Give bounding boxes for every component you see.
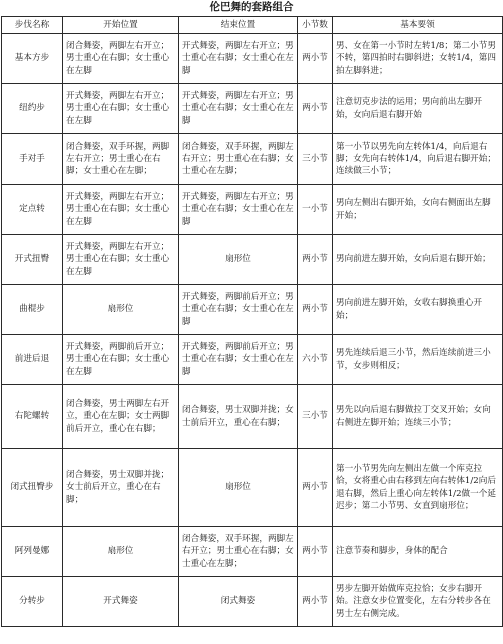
step-name: 阿列曼娜 [2, 527, 63, 577]
key-points: 男向前进左脚开始，女向后退右脚开始； [333, 235, 503, 285]
bar-count: 两小节 [298, 235, 333, 285]
start-position: 开式舞姿，两脚左右开立；男士重心在右脚；女士重心在左脚 [63, 185, 179, 235]
step-name: 曲棍步 [2, 285, 63, 335]
table-title: 伦巴舞的套路组合 [209, 1, 294, 13]
start-position: 闭合舞姿，两脚左右开立；男士重心在右脚；女士重心在左脚 [63, 34, 179, 84]
step-name: 闭式扭臀步 [2, 449, 63, 527]
end-position: 开式舞姿，两脚左右开立；男士重心在右脚；女士重心在左脚 [179, 84, 298, 134]
table-row [2, 34, 503, 84]
end-position: 闭合舞姿，双手环握，两脚左右开立；男士重心在右脚；女士重心在左脚； [179, 134, 298, 185]
end-position: 开式舞姿，两脚前后开立；男士重心在右脚；女士重心在左脚 [179, 285, 298, 335]
table-row [2, 527, 503, 577]
start-position: 开式舞姿 [63, 577, 179, 627]
bar-count: 两小节 [298, 34, 333, 84]
start-position: 开式舞姿，两脚左右开立；男士重心在右脚；女士重心在左脚 [63, 235, 179, 285]
bar-count: 两小节 [298, 577, 333, 627]
key-points: 男向左侧出右脚开始，女向右侧面出左脚开始； [333, 185, 503, 235]
routine-table [1, 16, 503, 627]
step-name: 基本方步 [2, 34, 63, 84]
start-position: 开式舞姿，两脚前后开立；男士重心在右脚；女士重心在左脚 [63, 335, 179, 385]
table-row [2, 577, 503, 627]
step-name: 开式扭臀 [2, 235, 63, 285]
header-bar-count: 小节数 [298, 17, 333, 34]
key-points: 男先以向后退右脚做拉丁交叉开始；女向右侧进左脚开始；连续三小节； [333, 385, 503, 449]
end-position: 开式舞姿，两脚左右开立；男士重心在右脚；女士重心在左脚 [179, 34, 298, 84]
start-position: 闭合舞姿，男士两脚左右开立，重心在左脚；女士两脚前后开立，重心在右脚； [63, 385, 179, 449]
header-start-position: 开始位置 [63, 17, 179, 34]
step-name: 分转步 [2, 577, 63, 627]
end-position: 闭合舞姿，男士双脚并拢；女士前后开立，重心在右脚； [179, 385, 298, 449]
bar-count: 两小节 [298, 527, 333, 577]
step-name: 前进后退 [2, 335, 63, 385]
table-row [2, 285, 503, 335]
key-points: 男先连续后退三小节，然后连续前进三小节，女步则相反； [333, 335, 503, 385]
table-row [2, 84, 503, 134]
key-points: 男步左脚开始做库克拉恰；女步右脚开始。注意女步位置变化，左右分转步各在男士左右侧完成。 [333, 577, 503, 627]
start-position: 扇形位 [63, 285, 179, 335]
bar-count: 两小节 [298, 84, 333, 134]
header-row [2, 17, 503, 34]
start-position: 开式舞姿，两脚左右开立；男士重心在右脚；女士重心在左脚 [63, 84, 179, 134]
key-points: 男向前进左脚开始，女收右脚换重心开始； [333, 285, 503, 335]
step-name: 右陀螺转 [2, 385, 63, 449]
table-row [2, 449, 503, 527]
start-position: 闭合舞姿，双手环握，两脚左右开立；男士重心在右脚；女士重心在左脚； [63, 134, 179, 185]
key-points: 第一小节以男先向左转体1/4，向后退右脚；女先向右转体1/4，向后退右脚开始；连续做三小节； [333, 134, 503, 185]
end-position: 闭式舞姿 [179, 577, 298, 627]
header-end-position: 结束位置 [179, 17, 298, 34]
bar-count: 一小节 [298, 185, 333, 235]
key-points: 注意切克步法的运用；男向前出左脚开始，女向后退右脚开始 [333, 84, 503, 134]
step-name: 纽约步 [2, 84, 63, 134]
table-row [2, 385, 503, 449]
start-position: 扇形位 [63, 527, 179, 577]
key-points: 第一小节男先向左侧出左做一个库克拉恰，女将重心由右移到左向右转体1/2向后退右脚，然后上重心向左转体1/2做一个延迟步；第二小节男、女直到扇形位； [333, 449, 503, 527]
header-key-points: 基本要领 [333, 17, 503, 34]
header-step-name: 步伐名称 [2, 17, 63, 34]
table-row [2, 134, 503, 185]
table-row [2, 335, 503, 385]
end-position: 开式舞姿，两脚左右开立；男士重心在右脚；女士重心在左脚 [179, 185, 298, 235]
step-name: 手对手 [2, 134, 63, 185]
end-position: 扇形位 [179, 449, 298, 527]
table-row [2, 235, 503, 285]
end-position: 开式舞姿，两脚前后开立；男士重心在右脚；女士重心在左脚 [179, 335, 298, 385]
bar-count: 两小节 [298, 449, 333, 527]
start-position: 闭合舞姿，男士双脚并拢；女士前后开立，重心在右脚； [63, 449, 179, 527]
end-position: 扇形位 [179, 235, 298, 285]
bar-count: 三小节 [298, 385, 333, 449]
key-points: 男、女在第一小节时左转1/8；第二小节男不转，第四拍时右脚斜进；女转1/4，第四拍左脚斜进； [333, 34, 503, 84]
bar-count: 两小节 [298, 285, 333, 335]
step-name: 定点转 [2, 185, 63, 235]
bar-count: 六小节 [298, 335, 333, 385]
bar-count: 三小节 [298, 134, 333, 185]
end-position: 闭合舞姿，双手环握，两脚左右开立；男士重心在右脚；女士重心在左脚； [179, 527, 298, 577]
key-points: 注意节奏和脚步，身体的配合 [333, 527, 503, 577]
table-row [2, 185, 503, 235]
